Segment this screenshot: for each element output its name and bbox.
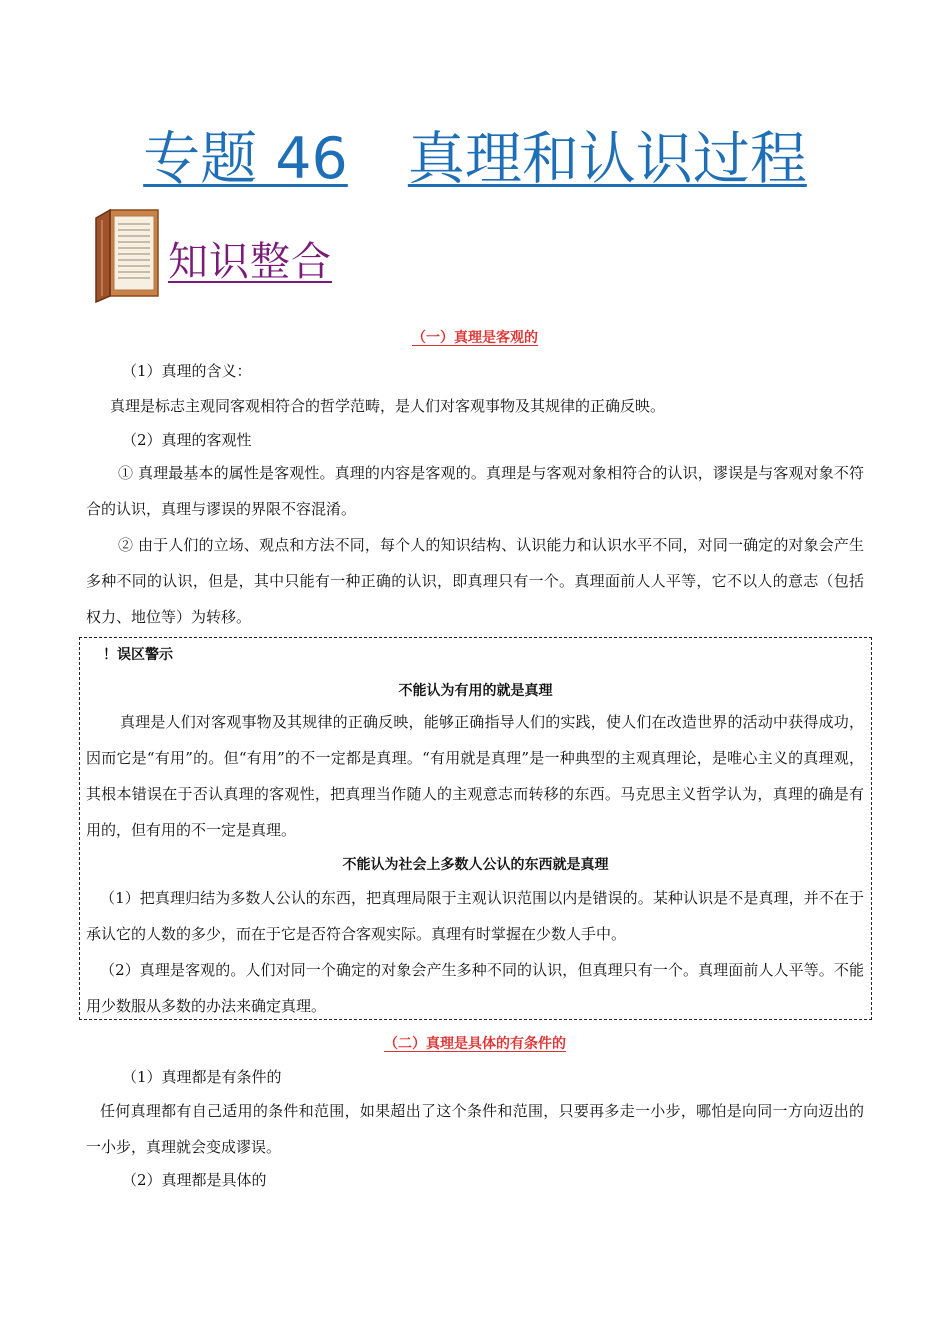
warning-paragraph: （2）真理是客观的。人们对同一个确定的对象会产生多种不同的认识，但真理只有一个。真理面前人人平等。不能用少数服从多数的办法来确定真理。: [86, 961, 864, 1015]
paragraph: ② 由于人们的立场、观点和方法不同，每个人的知识结构、认识能力和认识水平不同，对同一确定的对象会产生多种不同的认识，但是，其中只能有一种正确的认识，即真理只有一个。真理面前人人平等，它不以人的意志（包括权力、地位等）为转移。: [86, 536, 864, 626]
page-title: [0, 124, 950, 194]
book-icon: [92, 208, 162, 304]
warning-label: ！误区警示: [103, 647, 173, 663]
item-label: （2）真理的客观性: [122, 431, 252, 449]
paragraph: 真理是标志主观同客观相符合的哲学范畴，是人们对客观事物及其规律的正确反映。: [110, 397, 666, 415]
title-main: 真理和认识过程: [407, 126, 807, 192]
paragraph: 任何真理都有自己适用的条件和范围，如果超出了这个条件和范围，只要再多走一小步，哪怕是向同一方向迈出的一小步，真理就会变成谬误。: [86, 1102, 864, 1156]
item-label: （2）真理都是具体的: [122, 1171, 267, 1189]
section-heading-2: （二）真理是具体的有条件的: [384, 1036, 566, 1052]
warning-subtitle: 不能认为有用的就是真理: [398, 683, 553, 699]
item-label: （1）真理的含义：: [122, 362, 252, 380]
warning-paragraph: （1）把真理归结为多数人公认的东西，把真理局限于主观认识范围以内是错误的。某种认识是不是真理，并不在于承认它的人数的多少，而在于它是否符合客观实际。真理有时掌握在少数人手中。: [86, 889, 864, 943]
section-heading-1: （一）真理是客观的: [412, 330, 538, 346]
title-prefix: 专题 46: [143, 126, 348, 192]
warning-paragraph: 真理是人们对客观事物及其规律的正确反映，能够正确指导人们的实践，使人们在改造世界的活动中获得成功，因而它是“有用”的。但“有用”的不一定都是真理。“有用就是真理”是一种典型的主观真理论，是唯心主义的真理观，其根本错误在于否认真理的客观性，把真理当作随人的主观意志而转移的东西。马克思主义哲学认为，真理的确是有用的，但有用的不一定是真理。: [86, 713, 864, 839]
paragraph: ① 真理最基本的属性是客观性。真理的内容是客观的。真理是与客观对象相符合的认识，谬误是与客观对象不符合的认识，真理与谬误的界限不容混淆。: [86, 464, 864, 518]
item-label: （1）真理都是有条件的: [122, 1068, 282, 1086]
section-banner: 知识整合: [168, 239, 332, 285]
warning-subtitle: 不能认为社会上多数人公认的东西就是真理: [342, 857, 609, 873]
